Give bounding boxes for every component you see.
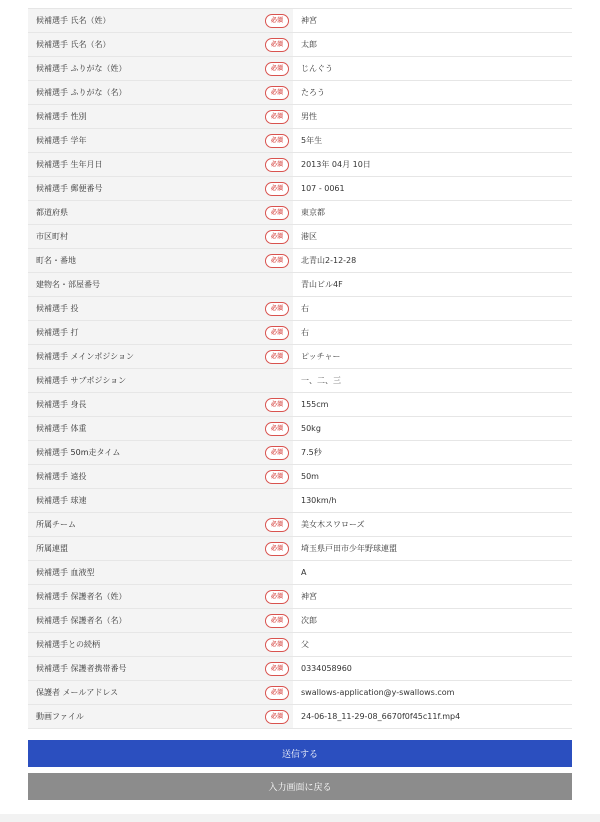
field-value: 青山ビル4F	[293, 273, 572, 296]
field-label-cell	[28, 33, 293, 56]
form-row	[28, 585, 572, 609]
submit-button[interactable]: 送信する	[28, 740, 572, 767]
required-badge: 必須	[265, 86, 289, 100]
field-label-cell	[28, 585, 293, 608]
field-value: 次郎	[293, 609, 572, 632]
field-label: 候補選手 保護者携帯番号	[36, 664, 127, 673]
field-label-cell	[28, 633, 293, 656]
required-badge: 必須	[265, 326, 289, 340]
field-label: 建物名・部屋番号	[36, 280, 100, 289]
field-label-cell	[28, 465, 293, 488]
required-badge: 必須	[265, 446, 289, 460]
required-badge: 必須	[265, 710, 289, 724]
field-value: 右	[293, 321, 572, 344]
required-badge: 必須	[265, 254, 289, 268]
form-row	[28, 465, 572, 489]
field-value: たろう	[293, 81, 572, 104]
field-label-cell	[28, 129, 293, 152]
required-badge: 必須	[265, 14, 289, 28]
field-label-cell	[28, 57, 293, 80]
form-row	[28, 393, 572, 417]
field-label-cell	[28, 273, 293, 296]
field-value: A	[293, 561, 572, 584]
form-row	[28, 489, 572, 513]
field-value: 北青山2-12-28	[293, 249, 572, 272]
field-value: 神宮	[293, 9, 572, 32]
field-label: 候補選手との続柄	[36, 640, 100, 649]
required-badge: 必須	[265, 518, 289, 532]
field-value: 太郎	[293, 33, 572, 56]
field-label: 候補選手 投	[36, 304, 79, 313]
form-row	[28, 705, 572, 729]
required-badge: 必須	[265, 38, 289, 52]
field-label: 市区町村	[36, 232, 68, 241]
required-badge: 必須	[265, 206, 289, 220]
field-label-cell	[28, 657, 293, 680]
form-row	[28, 105, 572, 129]
field-label: 候補選手 性別	[36, 112, 87, 121]
form-row	[28, 441, 572, 465]
field-label: 候補選手 体重	[36, 424, 87, 433]
field-label-cell	[28, 201, 293, 224]
form-row	[28, 513, 572, 537]
field-value: ピッチャー	[293, 345, 572, 368]
required-badge: 必須	[265, 422, 289, 436]
field-label-cell	[28, 369, 293, 392]
required-badge: 必須	[265, 614, 289, 628]
required-badge: 必須	[265, 398, 289, 412]
field-label: 候補選手 郵便番号	[36, 184, 103, 193]
field-value: 港区	[293, 225, 572, 248]
form-row	[28, 225, 572, 249]
field-value: 東京都	[293, 201, 572, 224]
form-row	[28, 9, 572, 33]
required-badge: 必須	[265, 62, 289, 76]
confirmation-table	[28, 8, 572, 729]
field-value: 24-06-18_11-29-08_6670f0f45c11f.mp4	[293, 705, 572, 728]
field-label-cell	[28, 537, 293, 560]
required-badge: 必須	[265, 470, 289, 484]
field-value: 155cm	[293, 393, 572, 416]
field-label: 候補選手 血液型	[36, 568, 95, 577]
field-value: 美女木スワローズ	[293, 513, 572, 536]
field-label-cell	[28, 153, 293, 176]
field-label: 候補選手 遠投	[36, 472, 87, 481]
field-label: 候補選手 氏名（名）	[36, 40, 111, 49]
form-row	[28, 345, 572, 369]
required-badge: 必須	[265, 302, 289, 316]
required-badge: 必須	[265, 134, 289, 148]
field-value: 5年生	[293, 129, 572, 152]
field-label: 都道府県	[36, 208, 68, 217]
field-label-cell	[28, 105, 293, 128]
field-value: 0334058960	[293, 657, 572, 680]
field-label: 候補選手 保護者名（姓）	[36, 592, 127, 601]
form-row	[28, 417, 572, 441]
field-label-cell	[28, 609, 293, 632]
form-row	[28, 129, 572, 153]
form-row	[28, 249, 572, 273]
field-label: 所属連盟	[36, 544, 68, 553]
field-label: 候補選手 打	[36, 328, 79, 337]
form-row	[28, 273, 572, 297]
form-row	[28, 201, 572, 225]
required-badge: 必須	[265, 110, 289, 124]
field-value: 右	[293, 297, 572, 320]
form-row	[28, 681, 572, 705]
field-label: 候補選手 保護者名（名）	[36, 616, 127, 625]
field-label: 候補選手 身長	[36, 400, 87, 409]
field-label: 候補選手 メインポジション	[36, 352, 135, 361]
field-label: 候補選手 ふりがな（姓）	[36, 64, 127, 73]
form-row	[28, 321, 572, 345]
field-value: 男性	[293, 105, 572, 128]
field-label-cell	[28, 9, 293, 32]
required-badge: 必須	[265, 638, 289, 652]
field-label-cell	[28, 393, 293, 416]
field-value: 一、二、三	[293, 369, 572, 392]
field-value: swallows-application@y-swallows.com	[293, 681, 572, 704]
required-badge: 必須	[265, 590, 289, 604]
form-row	[28, 297, 572, 321]
required-badge: 必須	[265, 662, 289, 676]
field-label-cell	[28, 513, 293, 536]
field-label: 町名・番地	[36, 256, 76, 265]
field-value: 父	[293, 633, 572, 656]
field-label-cell	[28, 81, 293, 104]
field-label: 候補選手 球速	[36, 496, 87, 505]
field-label-cell	[28, 225, 293, 248]
required-badge: 必須	[265, 542, 289, 556]
required-badge: 必須	[265, 230, 289, 244]
field-label-cell	[28, 441, 293, 464]
required-badge: 必須	[265, 182, 289, 196]
field-label-cell	[28, 489, 293, 512]
field-label: 所属チーム	[36, 520, 76, 529]
field-label: 候補選手 生年月日	[36, 160, 103, 169]
form-row	[28, 657, 572, 681]
field-value: 2013年 04月 10日	[293, 153, 572, 176]
field-value: 130km/h	[293, 489, 572, 512]
field-value: 107 - 0061	[293, 177, 572, 200]
field-label: 候補選手 50m走タイム	[36, 448, 121, 457]
field-label-cell	[28, 321, 293, 344]
form-row	[28, 633, 572, 657]
footer-strip	[0, 814, 600, 822]
field-label-cell	[28, 249, 293, 272]
field-label-cell	[28, 705, 293, 728]
field-label: 候補選手 氏名（姓）	[36, 16, 111, 25]
form-row	[28, 57, 572, 81]
field-value: 50m	[293, 465, 572, 488]
field-label-cell	[28, 417, 293, 440]
field-label-cell	[28, 345, 293, 368]
field-value: じんぐう	[293, 57, 572, 80]
form-row	[28, 609, 572, 633]
form-row	[28, 81, 572, 105]
form-row	[28, 369, 572, 393]
back-to-input-button[interactable]: 入力画面に戻る	[28, 773, 572, 800]
field-value: 7.5秒	[293, 441, 572, 464]
field-label-cell	[28, 177, 293, 200]
required-badge: 必須	[265, 158, 289, 172]
required-badge: 必須	[265, 686, 289, 700]
form-row	[28, 153, 572, 177]
field-label: 保護者 メールアドレス	[36, 688, 119, 697]
form-row	[28, 177, 572, 201]
form-row	[28, 537, 572, 561]
field-label-cell	[28, 681, 293, 704]
required-badge: 必須	[265, 350, 289, 364]
field-label: 候補選手 ふりがな（名）	[36, 88, 127, 97]
field-label: 候補選手 サブポジション	[36, 376, 127, 385]
field-label-cell	[28, 297, 293, 320]
field-label-cell	[28, 561, 293, 584]
field-value: 埼玉県戸田市少年野球連盟	[293, 537, 572, 560]
field-value: 神宮	[293, 585, 572, 608]
field-label: 動画ファイル	[36, 712, 84, 721]
form-row	[28, 561, 572, 585]
form-row	[28, 33, 572, 57]
field-value: 50kg	[293, 417, 572, 440]
field-label: 候補選手 学年	[36, 136, 87, 145]
